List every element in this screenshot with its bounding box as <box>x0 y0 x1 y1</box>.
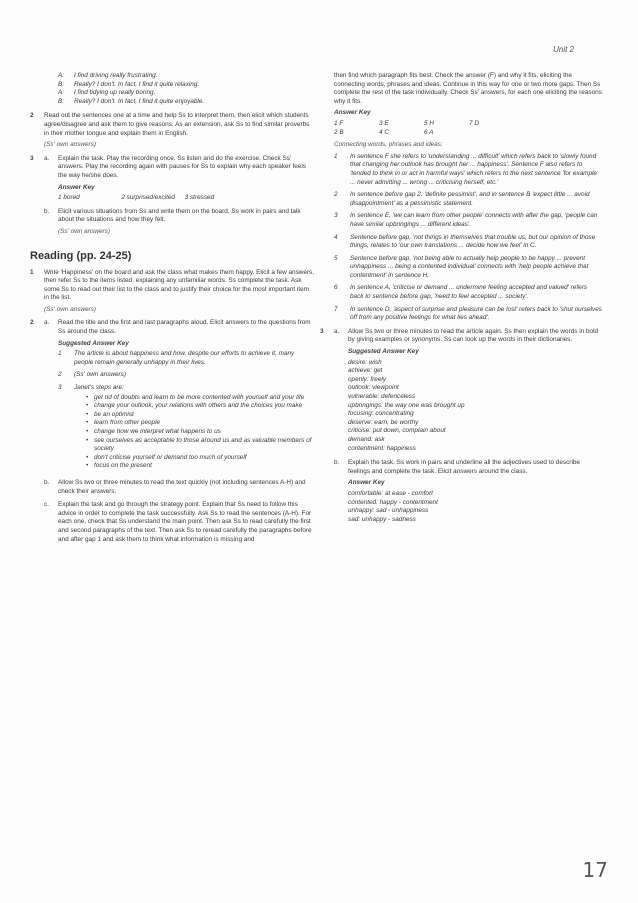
exercise-text: Allow Ss two or three minutes to read the text quickly (not including sentences A-H) and check their answers. <box>58 478 306 495</box>
dialogue-text: Really? I don't. In fact, I find it quite relaxing. <box>74 80 200 88</box>
answer-item: 4 C <box>379 128 389 136</box>
connect-item <box>334 234 602 251</box>
left-column <box>30 72 315 549</box>
steps-list <box>58 394 315 471</box>
exercise-text: Explain the task. Ss work in pairs and underline all the adjectives used to describe feelings and complete the task. Elicit answers around the class. <box>348 459 580 475</box>
vocab-item: focusing: concentrating <box>348 410 414 418</box>
answer-text: In sentence F she refers to 'understanding ... difficult' which refers back to 'slowly found that changing her outlook has brought her ... happiness'. Sentence F also refers to 'tended to think in or act in harmful ways' which refers to the next sentence 'for example ... never admitting ... wrong ... criticising herself, etc.' <box>350 152 597 186</box>
answer-text: Sentence before gap, 'not being able to actually help people to be happy ... prevent unhappiness ... being a contented individual' connects with 'help people achieve that contentment' in sentence H. <box>350 254 589 279</box>
connect-item <box>334 191 602 208</box>
answer-key-title: Suggested Answer Key <box>348 348 419 356</box>
answer-number: 1 <box>58 350 62 358</box>
list-item: • focus on the present <box>94 462 315 471</box>
dialogue-line <box>30 72 315 81</box>
speaker: A: <box>58 72 65 79</box>
answer-text: The article is about happiness and how, despite our efforts to achieve it, many people remain generally unhappy in their lives. <box>74 350 295 366</box>
vocab-item: vulnerable: defenceless <box>348 393 416 400</box>
answer-item: 1 F <box>334 119 344 127</box>
exercise-number: 3 <box>30 154 34 162</box>
answer-item: 2 B <box>334 128 344 136</box>
vocab-item: criticise: put down, complain about <box>348 427 446 435</box>
answer-item <box>58 384 315 393</box>
exercise-number: 3 <box>320 327 324 335</box>
answer-item: 3 stressed <box>184 194 215 202</box>
answer-key <box>334 120 514 137</box>
list-item: • change how we interpret what happens to us <box>94 428 315 437</box>
list-item: • be an optimist <box>94 411 315 420</box>
vocab-item: sad: unhappy - sadness <box>348 515 416 523</box>
dialogue-line <box>30 89 315 98</box>
vocab-item: desire: wish <box>348 358 382 366</box>
reading-3b <box>320 459 602 524</box>
list-item: • see ourselves as acceptable to those around us and as valuable members of society <box>94 437 315 454</box>
exercise-number: 1 <box>30 268 34 276</box>
speaker: B: <box>58 97 65 105</box>
answer-note: (Ss' own answers) <box>44 141 97 149</box>
vocab-item: contented: happy - contentment <box>348 498 438 506</box>
vocab-item: deserve: earn, be worthy <box>348 418 419 426</box>
exercise-text: Explain the task. Play the recording once. Ss listen and do the exercise. Check Ss' answers. Play the recording again with pauses for Ss to explain why each speaker feels the way he/she does. <box>58 154 306 179</box>
answer-key-title: Answer Key <box>58 183 95 191</box>
speaker: B: <box>58 80 65 88</box>
exercise-3b <box>30 208 315 237</box>
answer-key-title: Suggested Answer Key <box>58 339 129 347</box>
answer-number: 2 <box>58 371 62 379</box>
answer-item: 3 E <box>379 119 389 127</box>
exercise-letter: b. <box>44 207 50 215</box>
answer-number: 5 <box>334 254 338 262</box>
reading-2c <box>30 501 315 544</box>
exercise-number: 2 <box>30 319 34 327</box>
answer-item: 6 A <box>424 128 434 136</box>
exercise-text: Read out the sentences one at a time and help Ss to interpret them, then elicit which students agree/disagree and ask them to give reasons. As an extension, ask Ss to find similar proverbs in their mother tongue and explain them in English. <box>44 112 310 137</box>
reading-2b <box>30 479 315 496</box>
exercise-letter: a. <box>334 327 340 335</box>
answer-text: (Ss' own answers) <box>74 371 127 379</box>
vocab-item: contentment: happiness <box>348 444 416 452</box>
reading-2c-continued <box>320 72 602 323</box>
answer-key-title: Answer Key <box>334 109 371 117</box>
answer-item <box>58 350 315 367</box>
vocab-item: upbringings: the way one was brought up <box>348 401 465 409</box>
dialogue-line <box>30 98 315 107</box>
answer-text: Sentence before gap, 'not things in themselves that trouble us, but our opinion of those things, relates to 'our own translations ... decide how we feel' in C. <box>350 233 596 250</box>
answer-number: 3 <box>58 384 62 392</box>
list-item: • get rid of doubts and learn to be more contented with yourself and your life <box>94 394 315 403</box>
exercise-text: Write 'Happiness' on the board and ask the class what makes them happy. Elicit a few answers, then refer Ss to the items listed, explaining any unfamiliar words. Ss complete the task. Ask some Ss to read out their list to the class and to justify their choice for the most important item in the list. <box>44 268 315 302</box>
page-number: 17 <box>582 858 608 882</box>
answer-number: 6 <box>334 284 338 292</box>
answer-number: 2 <box>334 191 338 199</box>
vocab-item: openly: freely <box>348 375 387 383</box>
answer-text: In sentence E, 'we can learn from other people' connects with after the gap, 'people can have similar upbringings ... different ideas'. <box>350 212 598 228</box>
exercise-2 <box>30 112 315 149</box>
answer-number: 7 <box>334 305 338 313</box>
exercise-letter: c. <box>44 501 49 509</box>
exercise-3a <box>30 155 315 203</box>
exercise-text: Explain the task and go through the strategy point. Explain that Ss need to follow this advice in order to complete the task successfully. Ask Ss to read the sentences (A-H). For each one, check that Ss understand the main point. Then ask Ss to read carefully the first and second paragraphs of the text. Then ask Ss to reread carefully the paragraphs before and after gap 1 and ask them to think what information is missing and <box>58 501 312 543</box>
reading-2a <box>30 319 315 471</box>
right-column <box>320 72 602 529</box>
list-item: • learn from other people <box>94 419 315 428</box>
answer-key <box>58 194 248 203</box>
answer-item: 1 bored <box>58 194 80 202</box>
answer-note: (Ss' own answers) <box>44 305 97 313</box>
dialogue-line <box>30 81 315 90</box>
answer-item: 7 D <box>469 119 479 127</box>
reading-1 <box>30 269 315 315</box>
connect-item <box>334 212 602 229</box>
vocab-item: comfortable: at ease - comfort <box>348 489 433 497</box>
exercise-text: then find which paragraph fits best. Check the answer (F) and why it fits, eliciting the connecting words, phrases and ideas. Continue in this way for one or two more gaps. Then Ss complete the rest of the task individually. Check Ss' answers, for each one eliciting the reasons why it fits. <box>334 72 602 105</box>
answer-number: 1 <box>334 152 338 160</box>
answer-item <box>58 371 315 380</box>
dialogue <box>30 72 315 106</box>
answer-number: 4 <box>334 233 338 241</box>
list-item: • don't criticise yourself or demand too much of yourself <box>94 454 315 463</box>
speaker: A: <box>58 89 65 97</box>
exercise-letter: b. <box>334 459 340 467</box>
dialogue-text: I find driving really frustrating. <box>74 72 158 79</box>
vocab-item: demand: ask <box>348 435 385 443</box>
vocab-list <box>348 359 602 454</box>
vocab-item: achieve: get <box>348 367 383 375</box>
vocab-list <box>348 490 602 524</box>
answer-text: In sentence A, 'criticise or demand ... undermine feeling accepted and valued' refers back to sentence before gap, 'need to feel accepted ... society'. <box>350 284 588 301</box>
exercise-letter: a. <box>44 319 50 327</box>
dialogue-text: I find tidying up really boring. <box>74 89 156 97</box>
answer-key-title: Answer Key <box>348 479 385 487</box>
answer-text: Janet's steps are: <box>74 384 124 392</box>
connect-item <box>334 153 602 187</box>
exercise-text: Read the title and the first and last paragraphs aloud. Elicit answers to the questions from Ss around the class. <box>58 319 311 336</box>
connect-item <box>334 306 602 323</box>
answer-text: In sentence before gap 2, 'definite pessimist', and in sentence B 'expect little ... avoid disappointment' as a pessimistic statement. <box>350 191 590 207</box>
section-heading-reading: Reading (pp. 24-25) <box>30 249 132 262</box>
exercise-number: 2 <box>30 112 34 120</box>
vocab-item: outlook: viewpoint <box>348 384 399 392</box>
answer-item: 5 H <box>424 119 434 127</box>
exercise-text: Elicit various situations from Ss and write them on the board. Ss work in pairs and talk about the situations and how they felt. <box>58 207 301 224</box>
answer-text: In sentence D, 'aspect of surprise and pleasure can be lost' refers back to 'shut ourselves off from any positive feelings for what lies ahead'. <box>350 305 602 322</box>
reading-3a <box>320 328 602 453</box>
exercise-letter: a. <box>44 154 50 162</box>
connect-item <box>334 284 602 301</box>
vocab-item: unhappy: sad - unhappiness <box>348 507 429 515</box>
answer-number: 3 <box>334 212 338 220</box>
connecting-title: Connecting words, phrases and ideas: <box>334 141 443 149</box>
dialogue-text: Really? I don't. In fact, I find it quite enjoyable. <box>74 97 205 105</box>
unit-label: Unit 2 <box>553 45 574 54</box>
answer-note: (Ss' own answers) <box>58 227 111 235</box>
connect-item <box>334 255 602 281</box>
list-item: • change your outlook, your relations with others and the choices you make <box>94 402 315 411</box>
exercise-letter: b. <box>44 478 50 486</box>
answer-item: 2 surprised/excited <box>121 194 175 202</box>
exercise-text: Allow Ss two or three minutes to read the article again. Ss then explain the words in bold by giving examples or synonyms. Ss can look up the words in their dictionaries. <box>348 327 599 344</box>
